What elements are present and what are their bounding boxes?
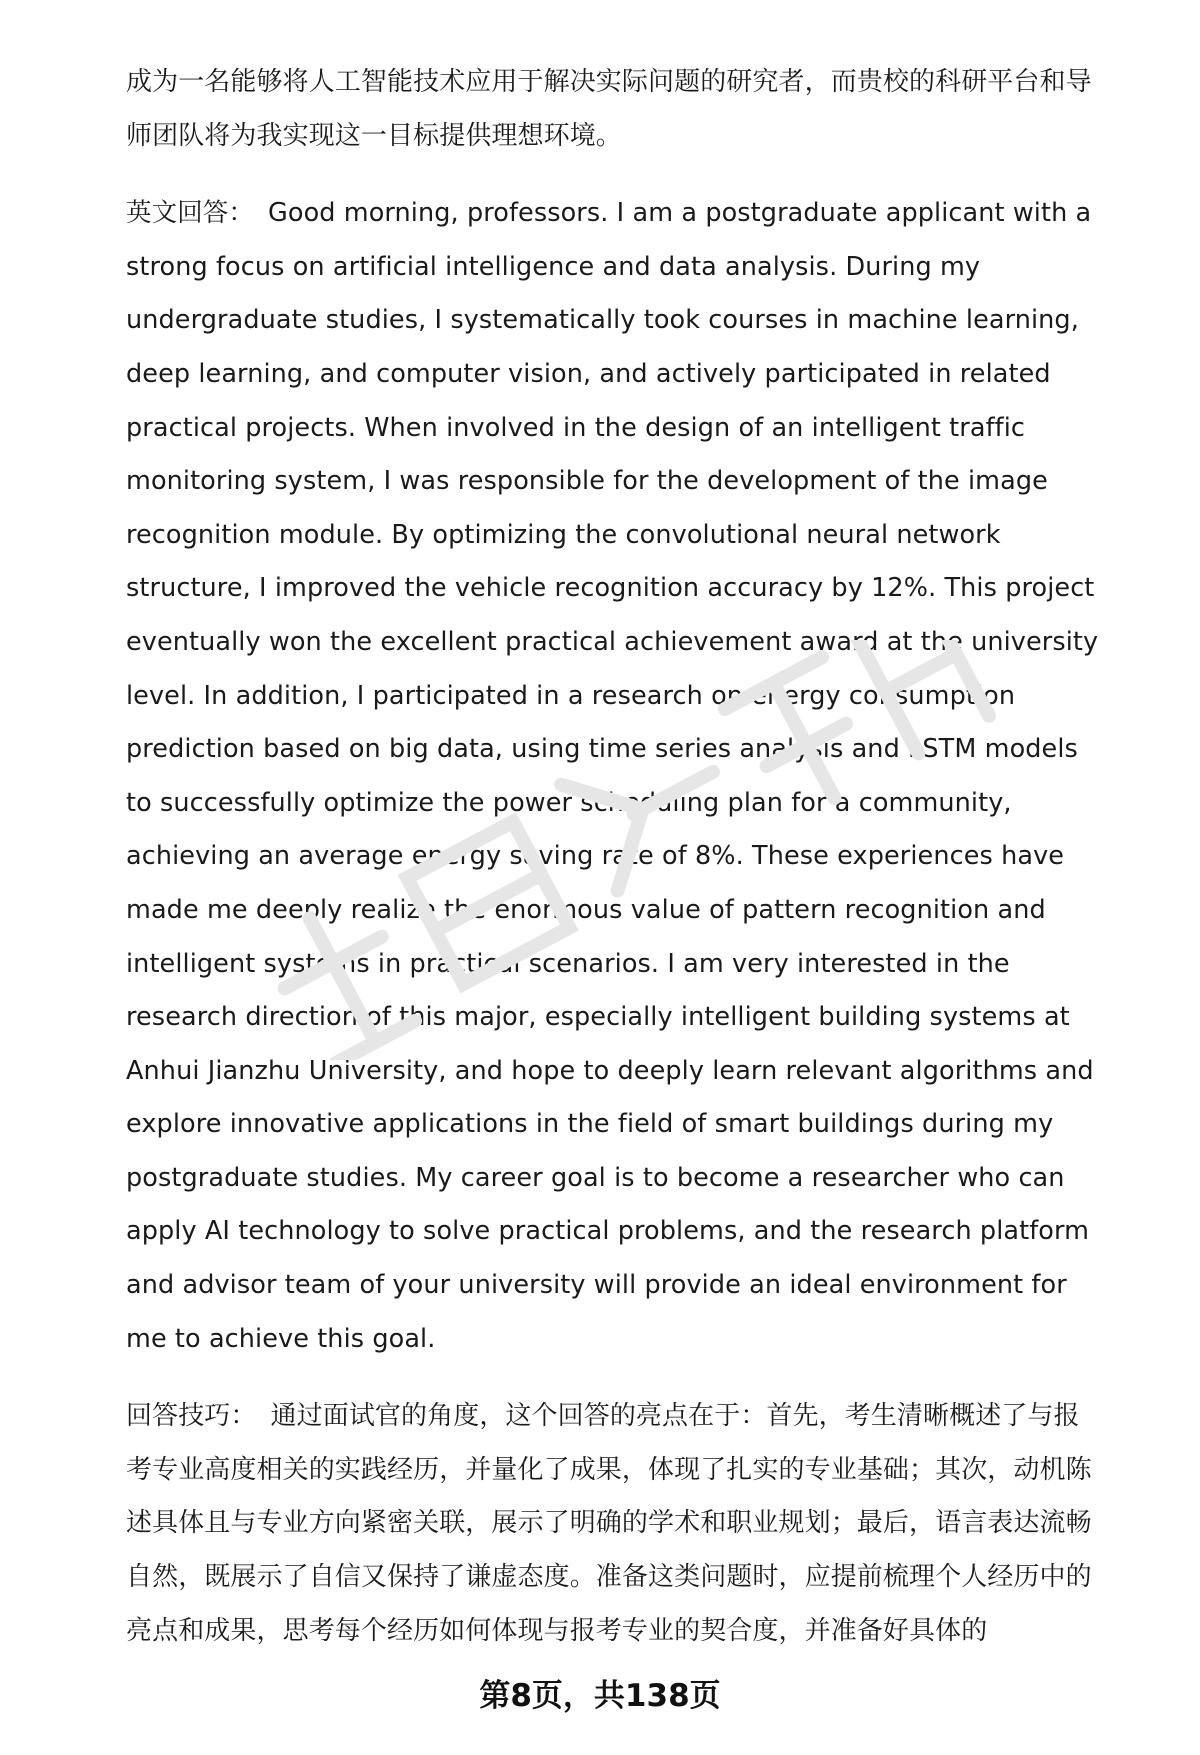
- document-body: [126, 56, 1101, 1658]
- intro-paragraph: [126, 56, 1101, 163]
- page-footer: [0, 1670, 1200, 1715]
- intro-text: 成为一名能够将人工智能技术应用于解决实际问题的研究者，而贵校的科研平台和导师团队将为我实现这一目标提供理想环境。: [126, 67, 1092, 151]
- english-answer-paragraph: [126, 187, 1101, 1366]
- paragraph-gap: [126, 1366, 1101, 1390]
- tips-label: 回答技巧：: [126, 1401, 257, 1432]
- english-answer-label: 英文回答：: [126, 198, 255, 229]
- paragraph-gap: [126, 163, 1101, 187]
- tips-paragraph: [126, 1390, 1101, 1658]
- page-indicator: 第8页，共138页: [479, 1678, 721, 1714]
- english-answer-text: Good morning, professors. I am a postgraduate applicant with a strong focus on artificial intelligence and data analysis. During my undergraduate studies, I systematically took courses in machine learning, deep learning, and computer vision, and actively participated in related practical projects. When involved in the design of an intelligent traffic monitoring system, I was responsible for the development of the image recognition module. By optimizing the convolutional neural network structure, I improved the vehicle recognition accuracy by 12%. This project eventually won the excellent practical achievement award at the university level. In addition, I participated in a research on energy consumption prediction based on big data, using time series analysis and LSTM models to successfully optimize the power scheduling plan for a community, achieving an average energy saving rate of 8%. These experiences have made me deeply realize the enormous value of pattern recognition and intelligent systems in practical scenarios. I am very interested in the research direction of this major, especially intelligent building systems at Anhui Jianzhu University, and hope to deeply learn relevant algorithms and explore innovative applications in the field of smart buildings during my postgraduate studies. My career goal is to become a researcher who can apply AI technology to solve practical problems, and the research platform and advisor team of your university will provide an ideal environment for me to achieve this goal.: [126, 198, 1099, 1354]
- tips-text: 通过面试官的角度，这个回答的亮点在于：首先，考生清晰概述了与报考专业高度相关的实践经历，并量化了成果，体现了扎实的专业基础；其次，动机陈述具体且与专业方向紧密关联，展示了明确的学术和职业规划；最后，语言表达流畅自然，既展示了自信又保持了谦虚态度。准备这类问题时，应提前梳理个人经历中的亮点和成果，思考每个经历如何体现与报考专业的契合度，并准备好具体的: [126, 1401, 1092, 1646]
